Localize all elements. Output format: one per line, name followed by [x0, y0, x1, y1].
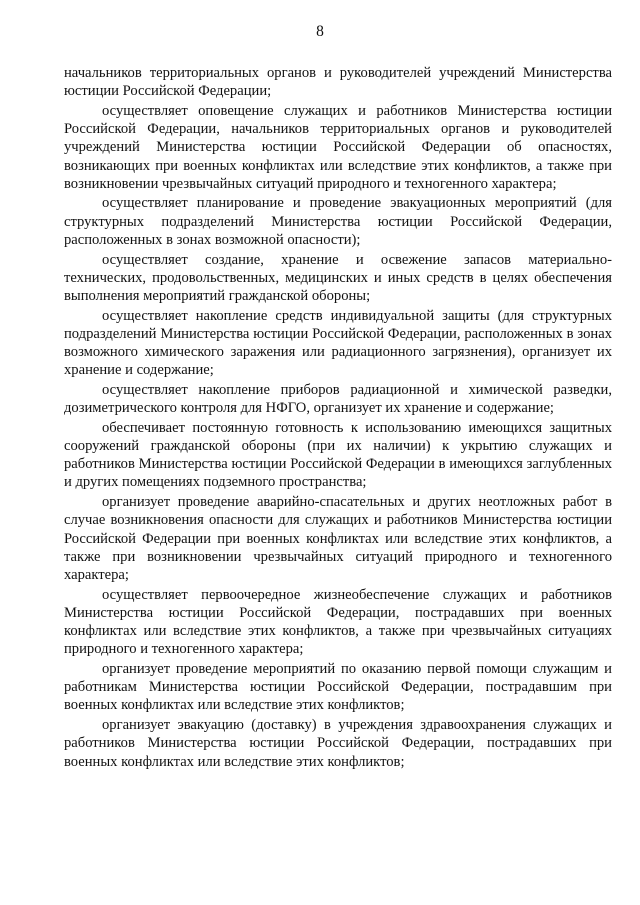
page-number: 8 [316, 23, 324, 40]
paragraph-first-aid: организует проведение мероприятий по оказанию первой помощи служащим и работникам Министерства юстиции Российской Федерации, пострадавшим при военных конфликтах или вследствие этих конфликтов; [64, 661, 612, 714]
paragraph-medical-evacuation: организует эвакуацию (доставку) в учреждения здравоохранения служащих и работников Министерства юстиции Российской Федерации, пострадавших при военных конфликтах или вследствие этих конфликтов; [64, 717, 612, 770]
paragraph-notification: осуществляет оповещение служащих и работников Министерства юстиции Российской Федерации, начальников территориальных органов и руководителей учреждений Министерства юстиции Российской Федерации об опасностях, возникающих при военных конфликтах или вследствие этих конфликтов, а также при возникновении чрезвычайных ситуаций природного и техногенного характера; [64, 102, 612, 192]
paragraph-reconnaissance-devices: осуществляет накопление приборов радиационной и химической разведки, дозиметрического контроля для НФГО, организует их хранение и содержание; [64, 381, 612, 417]
paragraph-supplies: осуществляет создание, хранение и освежение запасов материально-технических, продовольственных, медицинских и иных средств в целях обеспечения выполнения мероприятий гражданской обороны; [64, 251, 612, 304]
paragraph-continuation: начальников территориальных органов и руководителей учреждений Министерства юстиции Российской Федерации; [64, 65, 612, 100]
paragraph-rescue-works: организует проведение аварийно-спасательных и других неотложных работ в случае возникновения опасности для служащих и работников Министерства юстиции Российской Федерации при военных конфликтах или вследствие этих конфликтов, а также при возникновении чрезвычайных ситуаций природного и техногенного характера; [64, 494, 612, 583]
paragraph-shelters: обеспечивает постоянную готовность к использованию имеющихся защитных сооружений гражданской обороны (при их наличии) к укрытию служащих и работников Министерства юстиции Российской Федерации в имеющихся заглубленных и других помещениях подземного пространства; [64, 419, 612, 491]
paragraph-protective-equipment: осуществляет накопление средств индивидуальной защиты (для структурных подразделений Министерства юстиции Российской Федерации, расположенных в зонах возможного химического заражения или радиационного загрязнения), организует их хранение и содержание; [64, 307, 612, 379]
paragraph-life-support: осуществляет первоочередное жизнеобеспечение служащих и работников Министерства юстиции Российской Федерации, пострадавших при военных конфликтах или вследствие этих конфликтов, а также при чрезвычайных ситуациях природного и техногенного характера; [64, 586, 612, 658]
paragraph-evacuation-planning: осуществляет планирование и проведение эвакуационных мероприятий (для структурных подразделений Министерства юстиции Российской Федерации, расположенных в зонах возможной опасности); [64, 195, 612, 248]
document-body [64, 64, 612, 772]
